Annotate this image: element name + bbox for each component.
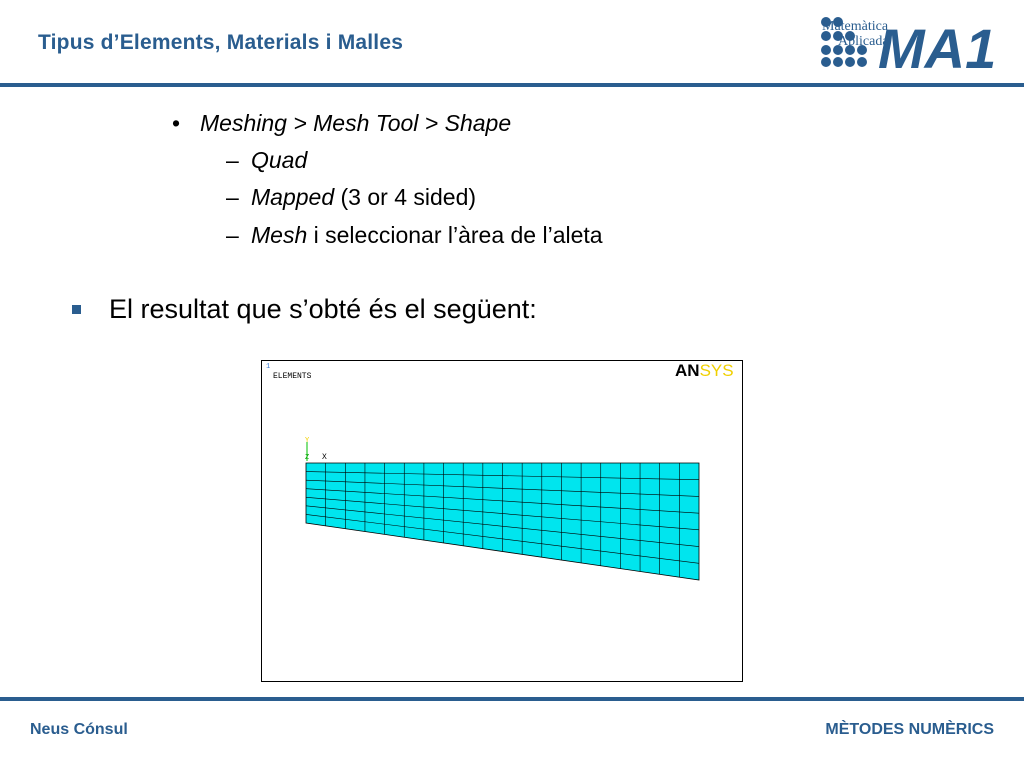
ansys-logo-a: AN [675, 361, 700, 380]
axis-triad [305, 437, 327, 462]
ansys-logo-b: SYS [699, 361, 734, 380]
mesh-elements [306, 463, 699, 580]
dash-marker: – [226, 222, 239, 248]
logo-line1: Matemàtica [822, 19, 889, 34]
sub-item-italic: Mesh [251, 222, 308, 248]
page-title: Tipus d’Elements, Materials i Malles [38, 31, 404, 54]
bullet-dot: • [172, 110, 181, 136]
sub-item-rest: i seleccionar l’àrea de l’aleta [307, 222, 603, 248]
sub-item-rest: (3 or 4 sided) [334, 184, 477, 210]
bullet-text: Meshing > Mesh Tool > Shape [200, 110, 512, 136]
main-bullet-text: El resultat que s’obté és el següent: [109, 294, 537, 324]
sub-item-italic: Mapped [251, 184, 335, 210]
sub-item-italic: Quad [251, 147, 308, 173]
footer-course: MÈTODES NUMÈRICS [825, 721, 994, 738]
logo-mark: MA1 [878, 17, 997, 74]
footer-author: Neus Cónsul [30, 721, 128, 738]
header-divider [0, 83, 1024, 87]
window-number: 1 [266, 363, 271, 371]
square-bullet-icon [72, 305, 81, 314]
logo-line2: Aplicada [838, 34, 889, 49]
ansys-logo [675, 361, 734, 380]
ansys-mesh-figure [261, 360, 743, 682]
mesh-plot [262, 361, 742, 681]
axis-z-label: Z [305, 454, 310, 462]
header-logo [816, 12, 1002, 74]
axis-y-label: Y [305, 437, 310, 445]
axis-x-label: X [322, 453, 327, 462]
plot-label: ELEMENTS [273, 372, 312, 381]
dash-marker: – [226, 184, 239, 210]
footer-divider [0, 697, 1024, 701]
dash-marker: – [226, 147, 239, 173]
